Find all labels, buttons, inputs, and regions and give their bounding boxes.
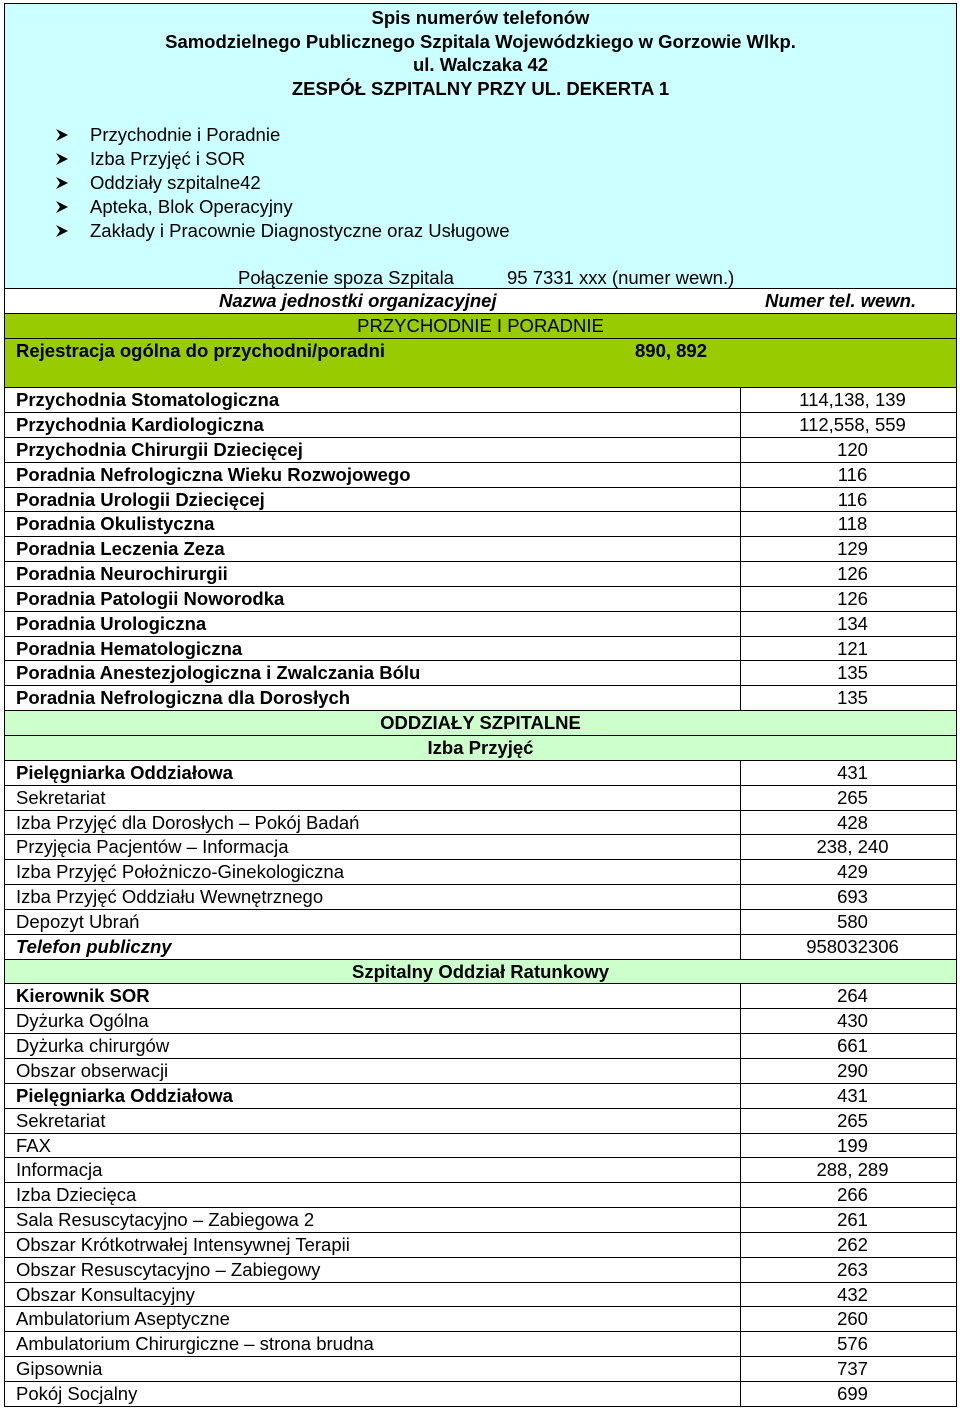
izba-table <box>4 761 957 960</box>
extension-number: 288, 289 <box>740 1158 956 1182</box>
unit-name: Obszar obserwacji <box>16 1059 169 1081</box>
extension-number: 118 <box>740 512 956 536</box>
unit-name: Przychodnia Stomatologiczna <box>16 389 280 411</box>
arrowhead-bullet-icon <box>55 224 69 238</box>
extension-number: 199 <box>740 1134 956 1158</box>
unit-name: Pielęgniarka Oddziałowa <box>16 1084 233 1106</box>
unit-name: Poradnia Leczenia Zeza <box>16 538 225 560</box>
przychodnie-table <box>4 388 957 711</box>
table-row <box>4 761 957 786</box>
unit-name: Telefon publiczny <box>16 935 172 957</box>
table-row <box>4 512 957 537</box>
unit-name: Depozyt Ubrań <box>16 910 140 932</box>
section-bullet-list <box>50 123 510 243</box>
table-row <box>4 1208 957 1233</box>
unit-name: Przychodnia Kardiologiczna <box>16 414 264 436</box>
unit-name: Informacja <box>16 1159 103 1181</box>
arrowhead-bullet-icon <box>55 128 69 142</box>
unit-name: Poradnia Urologiczna <box>16 612 207 634</box>
extension-number: 432 <box>740 1283 956 1307</box>
column-header-row <box>4 289 957 314</box>
unit-name: Sala Resuscytacyjno – Zabiegowa 2 <box>16 1209 315 1231</box>
unit-name: Ambulatorium Aseptyczne <box>16 1308 230 1330</box>
unit-name: Przyjęcia Pacjentów – Informacja <box>16 836 289 858</box>
table-row <box>4 1183 957 1208</box>
extension-number: 576 <box>740 1332 956 1356</box>
complex-name: ZESPÓŁ SZPITALNY PRZY UL. DEKERTA 1 <box>291 78 670 99</box>
hospital-address: ul. Walczaka 42 <box>412 54 549 75</box>
extension-number: 129 <box>740 537 956 561</box>
unit-name: Poradnia Hematologiczna <box>16 637 243 659</box>
extension-number: 261 <box>740 1208 956 1232</box>
table-row <box>4 1034 957 1059</box>
table-row <box>4 1283 957 1308</box>
unit-name: Izba Przyjęć dla Dorosłych – Pokój Badań <box>16 811 360 833</box>
unit-name: FAX <box>16 1134 51 1156</box>
table-row <box>4 612 957 637</box>
unit-name: Kierownik SOR <box>16 985 150 1007</box>
unit-name: Obszar Krótkotrwałej Intensywnej Terapii <box>16 1233 350 1255</box>
unit-name: Poradnia Anestezjologiczna i Zwalczania Bólu <box>16 662 421 684</box>
extension-number: 661 <box>740 1034 956 1058</box>
section-title-przychodnie: PRZYCHODNIE I PORADNIE <box>4 314 957 339</box>
table-row <box>4 885 957 910</box>
table-row <box>4 587 957 612</box>
extension-number: 116 <box>740 463 956 487</box>
unit-name: Poradnia Neurochirurgii <box>16 563 228 585</box>
phone-directory-sheet <box>4 3 957 1407</box>
bullet-item: Izba Przyjęć i SOR <box>50 147 510 171</box>
subsection-title-izba: Izba Przyjęć <box>4 736 957 761</box>
table-row <box>4 1158 957 1183</box>
extension-number: 580 <box>740 910 956 934</box>
extension-number: 126 <box>740 587 956 611</box>
connection-prefix: 95 7331 xxx (numer wewn.) <box>507 267 735 288</box>
extension-number: 958032306 <box>740 935 956 959</box>
unit-name: Ambulatorium Chirurgiczne – strona brudna <box>16 1333 374 1355</box>
extension-number: 737 <box>740 1357 956 1381</box>
table-row <box>4 910 957 935</box>
extension-number: 135 <box>740 686 956 710</box>
extension-number: 431 <box>740 761 956 785</box>
extension-number: 290 <box>740 1059 956 1083</box>
table-row <box>4 1332 957 1357</box>
hospital-name: Samodzielnego Publicznego Szpitala Wojewódzkiego w Gorzowie Wlkp. <box>165 31 796 52</box>
extension-number: 126 <box>740 562 956 586</box>
registration-label: Rejestracja ogólna do przychodni/poradni <box>16 339 386 361</box>
sor-table <box>4 984 957 1406</box>
extension-number: 428 <box>740 811 956 835</box>
unit-name: Sekretariat <box>16 1109 106 1131</box>
unit-name: Sekretariat <box>16 786 106 808</box>
extension-number: 431 <box>740 1084 956 1108</box>
connection-label: Połączenie spoza Szpitala <box>238 267 454 288</box>
directory-header <box>4 3 957 289</box>
table-row <box>4 860 957 885</box>
unit-name: Obszar Konsultacyjny <box>16 1283 195 1305</box>
registration-number: 890, 892 <box>635 339 708 361</box>
unit-name: Gipsownia <box>16 1358 103 1380</box>
extension-number: 112,558, 559 <box>740 413 956 437</box>
unit-name: Poradnia Urologii Dziecięcej <box>16 488 265 510</box>
header-title: Spis numerów telefonów <box>371 7 590 28</box>
unit-name: Obszar Resuscytacyjno – Zabiegowy <box>16 1258 321 1280</box>
table-row <box>4 1084 957 1109</box>
bullet-item: Oddziały szpitalne42 <box>50 171 510 195</box>
extension-number: 121 <box>740 637 956 661</box>
arrowhead-bullet-icon <box>55 200 69 214</box>
table-row <box>4 1258 957 1283</box>
table-row <box>4 1109 957 1134</box>
unit-name: Izba Przyjęć Oddziału Wewnętrznego <box>16 886 324 908</box>
extension-number: 120 <box>740 438 956 462</box>
registration-row <box>4 339 957 389</box>
table-row <box>4 1307 957 1332</box>
unit-name: Poradnia Nefrologiczna dla Dorosłych <box>16 687 351 709</box>
table-row <box>4 835 957 860</box>
extension-number: 693 <box>740 885 956 909</box>
unit-name: Poradnia Okulistyczna <box>16 513 215 535</box>
section-title-oddzialy: ODDZIAŁY SZPITALNE <box>4 711 957 736</box>
unit-name: Przychodnia Chirurgii Dziecięcej <box>16 438 303 460</box>
table-row <box>4 562 957 587</box>
extension-number: 260 <box>740 1307 956 1331</box>
unit-name: Dyżurka chirurgów <box>16 1035 170 1057</box>
table-row <box>4 935 957 960</box>
extension-number: 699 <box>740 1382 956 1406</box>
table-row <box>4 488 957 513</box>
unit-name: Poradnia Nefrologiczna Wieku Rozwojowego <box>16 463 411 485</box>
bullet-item: Przychodnie i Poradnie <box>50 123 510 147</box>
table-row <box>4 438 957 463</box>
column-header-number: Numer tel. wewn. <box>765 290 917 311</box>
table-row <box>4 686 957 711</box>
table-row <box>4 388 957 413</box>
table-row <box>4 1134 957 1159</box>
table-row <box>4 1059 957 1084</box>
table-row <box>4 1233 957 1258</box>
table-row <box>4 661 957 686</box>
extension-number: 135 <box>740 661 956 685</box>
table-row <box>4 786 957 811</box>
table-row <box>4 1357 957 1382</box>
arrowhead-bullet-icon <box>55 176 69 190</box>
table-row <box>4 811 957 836</box>
arrowhead-bullet-icon <box>55 152 69 166</box>
extension-number: 430 <box>740 1009 956 1033</box>
extension-number: 429 <box>740 860 956 884</box>
unit-name: Pielęgniarka Oddziałowa <box>16 761 233 783</box>
table-row <box>4 463 957 488</box>
extension-number: 114,138, 139 <box>740 388 956 412</box>
extension-number: 265 <box>740 1109 956 1133</box>
table-row <box>4 537 957 562</box>
table-row <box>4 984 957 1009</box>
subsection-title-sor: Szpitalny Oddział Ratunkowy <box>4 960 957 985</box>
extension-number: 265 <box>740 786 956 810</box>
table-row <box>4 1382 957 1407</box>
unit-name: Dyżurka Ogólna <box>16 1010 149 1032</box>
bullet-item: Zakłady i Pracownie Diagnostyczne oraz Usługowe <box>50 219 510 243</box>
unit-name: Izba Przyjęć Położniczo-Ginekologiczna <box>16 861 345 883</box>
extension-number: 116 <box>740 488 956 512</box>
unit-name: Izba Dziecięca <box>16 1184 137 1206</box>
table-row <box>4 413 957 438</box>
extension-number: 238, 240 <box>740 835 956 859</box>
unit-name: Pokój Socjalny <box>16 1382 138 1404</box>
bullet-item: Apteka, Blok Operacyjny <box>50 195 510 219</box>
extension-number: 264 <box>740 984 956 1008</box>
unit-name: Poradnia Patologii Noworodka <box>16 587 285 609</box>
extension-number: 262 <box>740 1233 956 1257</box>
column-header-name: Nazwa jednostki organizacyjnej <box>219 290 497 311</box>
extension-number: 266 <box>740 1183 956 1207</box>
extension-number: 134 <box>740 612 956 636</box>
table-row <box>4 637 957 662</box>
extension-number: 263 <box>740 1258 956 1282</box>
table-row <box>4 1009 957 1034</box>
